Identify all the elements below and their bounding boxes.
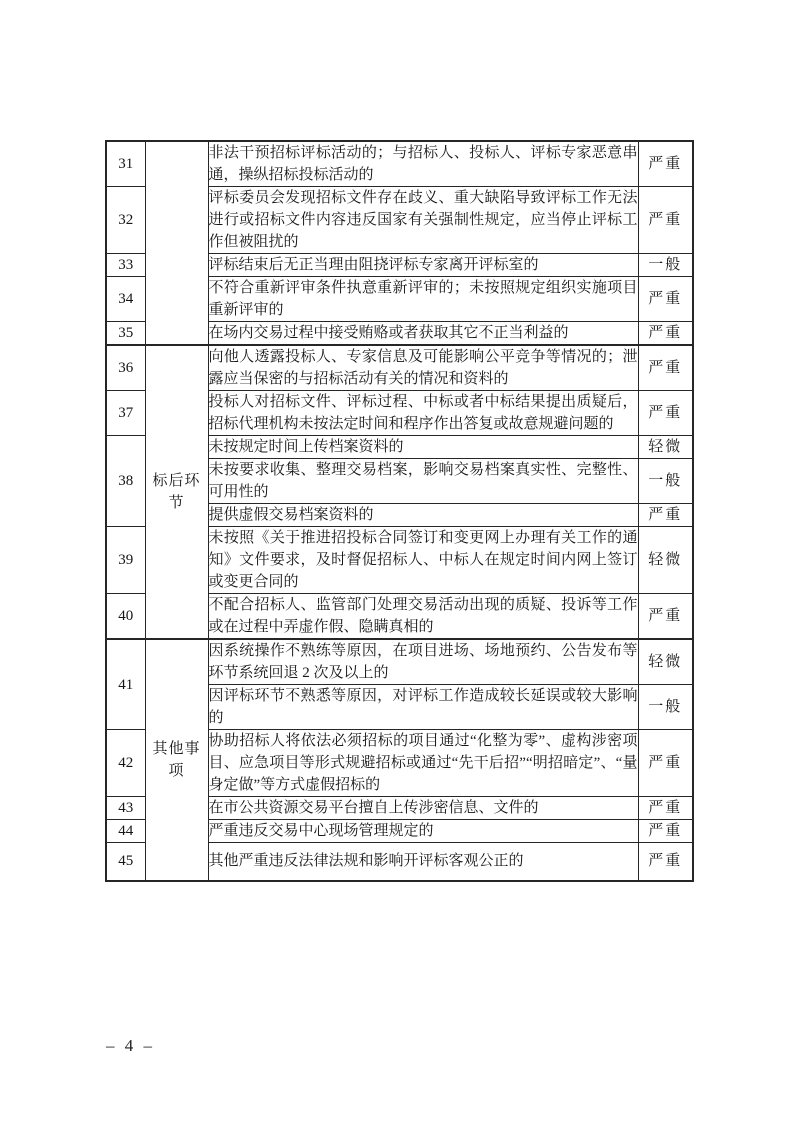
row-number-cell: 34 [106,277,145,322]
row-number-cell: 40 [106,594,145,640]
row-number-cell: 42 [106,730,145,797]
page-number: – 4 – [106,1036,155,1055]
violation-text-cell: 向他人透露投标人、专家信息及可能影响公平竞争等情况的；泄露应当保密的与招标活动有关的情况和资料的 [208,345,638,391]
violation-text-cell: 协助招标人将依法必须招标的项目通过“化整为零”、虚构涉密项目、应急项目等形式规避招标或通过“先干后招”“明招暗定”、“量身定做”等方式虚假招标的 [208,730,638,797]
violation-text-cell: 非法干预招标评标活动的；与招标人、投标人、评标专家恶意串通，操纵招标投标活动的 [208,141,638,187]
table-row [106,639,693,685]
violation-text-cell: 评标委员会发现招标文件存在歧义、重大缺陷导致评标工作无法进行或招标文件内容违反国家有关强制性规定，应当停止评标工作但被阻扰的 [208,187,638,254]
violations-table [105,140,694,882]
violation-text-cell: 不符合重新评审条件执意重新评审的；未按照规定组织实施项目重新评审的 [208,277,638,322]
severity-cell: 严重 [638,730,693,797]
row-number-cell: 44 [106,820,145,843]
severity-cell: 轻微 [638,639,693,685]
severity-cell: 严重 [638,277,693,322]
row-number-cell: 45 [106,843,145,881]
severity-cell: 严重 [638,187,693,254]
row-number-cell: 32 [106,187,145,254]
row-number-cell: 39 [106,527,145,594]
category-cell: 其他事项 [145,639,208,881]
violation-text-cell: 投标人对招标文件、评标过程、中标或者中标结果提出质疑后，招标代理机构未按法定时间和程序作出答复或故意规避问题的 [208,391,638,436]
violation-text-cell: 严重违反交易中心现场管理规定的 [208,820,638,843]
severity-cell: 一般 [638,459,693,504]
severity-cell: 严重 [638,504,693,527]
row-number-cell: 38 [106,436,145,527]
row-number-cell: 36 [106,345,145,391]
violation-text-cell: 提供虚假交易档案资料的 [208,504,638,527]
violation-text-cell: 在市公共资源交易平台擅自上传涉密信息、文件的 [208,797,638,820]
table-row [106,141,693,187]
severity-cell: 严重 [638,322,693,346]
severity-cell: 严重 [638,345,693,391]
violation-text-cell: 因评标环节不熟悉等原因，对评标工作造成较长延误或较大影响的 [208,685,638,730]
violation-text-cell: 未按要求收集、整理交易档案，影响交易档案真实性、完整性、可用性的 [208,459,638,504]
violation-text-cell: 因系统操作不熟练等原因，在项目进场、场地预约、公告发布等环节系统回退 2 次及以上的 [208,639,638,685]
row-number-cell: 33 [106,254,145,277]
violation-text-cell: 未按规定时间上传档案资料的 [208,436,638,459]
table-row [106,345,693,391]
severity-cell: 严重 [638,391,693,436]
row-number-cell: 35 [106,322,145,346]
row-number-cell: 43 [106,797,145,820]
severity-cell: 严重 [638,141,693,187]
row-number-cell: 41 [106,639,145,730]
severity-cell: 严重 [638,797,693,820]
row-number-cell: 31 [106,141,145,187]
severity-cell: 严重 [638,820,693,843]
row-number-cell: 37 [106,391,145,436]
violation-text-cell: 在场内交易过程中接受贿赂或者获取其它不正当利益的 [208,322,638,346]
category-cell: 标后环节 [145,345,208,639]
severity-cell: 严重 [638,594,693,640]
severity-cell: 严重 [638,843,693,881]
violation-text-cell: 未按照《关于推进招投标合同签订和变更网上办理有关工作的通知》文件要求，及时督促招标人、中标人在规定时间内网上签订或变更合同的 [208,527,638,594]
severity-cell: 轻微 [638,436,693,459]
violation-text-cell: 评标结束后无正当理由阻挠评标专家离开评标室的 [208,254,638,277]
severity-cell: 一般 [638,254,693,277]
category-cell [145,141,208,345]
severity-cell: 一般 [638,685,693,730]
violation-text-cell: 不配合招标人、监管部门处理交易活动出现的质疑、投诉等工作或在过程中弄虚作假、隐瞒真相的 [208,594,638,640]
violation-text-cell: 其他严重违反法律法规和影响开评标客观公正的 [208,843,638,881]
severity-cell: 轻微 [638,527,693,594]
